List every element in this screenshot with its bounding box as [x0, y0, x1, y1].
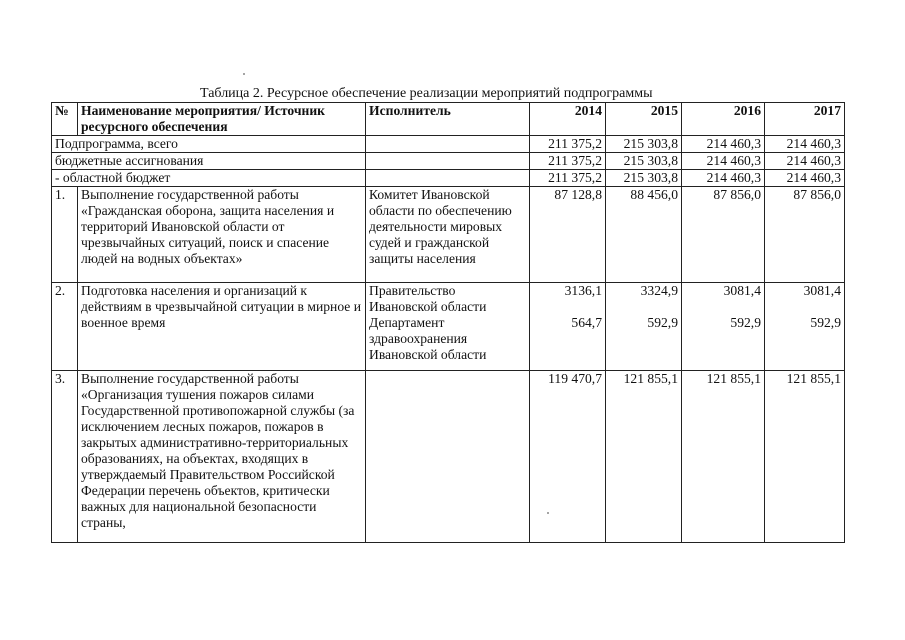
row-value-cell [682, 283, 765, 371]
summary-label: Подпрограмма, всего [52, 136, 366, 153]
table-caption: Таблица 2. Ресурсное обеспечение реализации мероприятий подпрограммы [200, 86, 653, 101]
header-executor: Исполнитель [366, 103, 530, 136]
summary-value: 214 460,3 [682, 136, 765, 153]
summary-value: 214 460,3 [765, 153, 845, 170]
header-no: № [52, 103, 78, 136]
resource-table [51, 102, 845, 543]
header-row [52, 103, 845, 136]
row-value-cell [530, 283, 606, 371]
summary-executor [366, 136, 530, 153]
summary-executor [366, 170, 530, 187]
summary-value: 211 375,2 [530, 153, 606, 170]
summary-executor [366, 153, 530, 170]
table-row [52, 187, 845, 283]
summary-value: 214 460,3 [765, 170, 845, 187]
summary-value: 211 375,2 [530, 170, 606, 187]
row-number: 2. [52, 283, 78, 371]
row-name: Подготовка населения и организаций к действиям в чрезвычайной ситуации в мирное и военное время [78, 283, 366, 371]
row-name: Выполнение государственной работы «Гражданская оборона, защита населения и территорий Ивановской области от чрезвычайных ситуаций, поиск и спасение людей на водных объектах» [78, 187, 366, 283]
summary-value: 214 460,3 [682, 153, 765, 170]
summary-label: - областной бюджет [52, 170, 366, 187]
summary-value: 214 460,3 [765, 136, 845, 153]
row-value: 121 855,1 [606, 371, 682, 543]
row-value: 119 470,7 [530, 371, 606, 543]
row-value-cell [606, 283, 682, 371]
table-row [52, 371, 845, 543]
row-executor: Комитет Ивановской области по обеспечению деятельности мировых судей и гражданской защиты населения [366, 187, 530, 283]
scan-speck [243, 73, 245, 75]
row-value: 564,7 [571, 315, 602, 330]
row-value: 3136,1 [564, 283, 602, 298]
row-value: 3081,4 [803, 283, 841, 298]
summary-value: 214 460,3 [682, 170, 765, 187]
summary-row-regional [52, 170, 845, 187]
scan-speck [547, 512, 549, 514]
row-name: Выполнение государственной работы «Организация тушения пожаров силами Государственной противопожарной службы (за исключением лесных пожаров, пожаров в закрытых административно-территориальных образованиях, на объектах, входящих в утверждаемый Правительством Российской Федерации перечень объектов, критически важных для национальной безопасности страны, [78, 371, 366, 543]
summary-value: 215 303,8 [606, 170, 682, 187]
row-value-cell [765, 283, 845, 371]
row-value: 3324,9 [640, 283, 678, 298]
row-value: 121 855,1 [682, 371, 765, 543]
row-value: 592,9 [647, 315, 678, 330]
row-executor: Правительство Ивановской области [369, 283, 487, 314]
summary-value: 211 375,2 [530, 136, 606, 153]
row-value: 87 128,8 [530, 187, 606, 283]
row-executor-cell [366, 283, 530, 371]
summary-row-budget [52, 153, 845, 170]
row-number: 1. [52, 187, 78, 283]
row-value: 88 456,0 [606, 187, 682, 283]
row-number: 3. [52, 371, 78, 543]
header-2014: 2014 [530, 103, 606, 136]
summary-row-total [52, 136, 845, 153]
table-row [52, 283, 845, 371]
row-value: 3081,4 [723, 283, 761, 298]
summary-value: 215 303,8 [606, 153, 682, 170]
row-value: 121 855,1 [765, 371, 845, 543]
row-value: 592,9 [730, 315, 761, 330]
header-2017: 2017 [765, 103, 845, 136]
row-value: 87 856,0 [765, 187, 845, 283]
row-value: 87 856,0 [682, 187, 765, 283]
header-name: Наименование мероприятия/ Источник ресурсного обеспечения [78, 103, 366, 136]
row-value: 592,9 [810, 315, 841, 330]
row-executor: Департамент здравоохранения Ивановской области [369, 315, 487, 362]
row-executor [366, 371, 530, 543]
summary-value: 215 303,8 [606, 136, 682, 153]
summary-label: бюджетные ассигнования [52, 153, 366, 170]
header-2015: 2015 [606, 103, 682, 136]
header-2016: 2016 [682, 103, 765, 136]
